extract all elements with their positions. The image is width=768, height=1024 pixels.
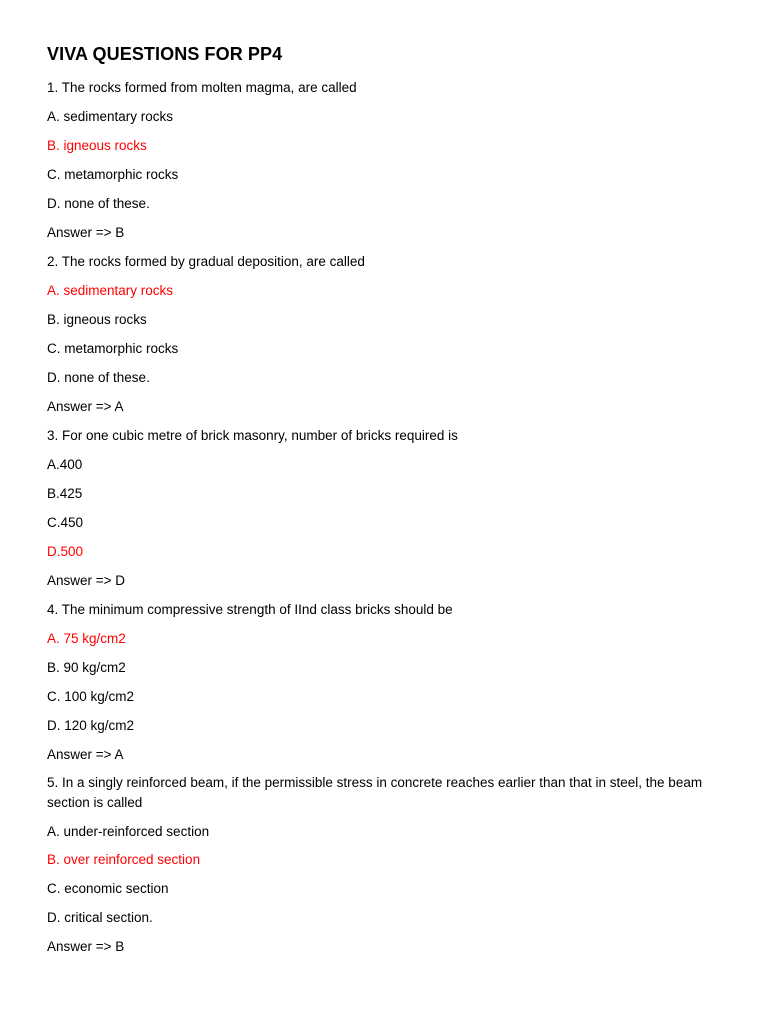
question-text: 5. In a singly reinforced beam, if the permissible stress in concrete reaches earlier than that in steel, the beam section is called xyxy=(47,775,703,810)
option-c: C. metamorphic rocks xyxy=(47,341,179,356)
option-b: B. 90 kg/cm2 xyxy=(47,660,126,675)
option-c: C.450 xyxy=(47,515,84,530)
option-a: A.400 xyxy=(47,457,83,472)
option-b-correct: B. over reinforced section xyxy=(47,852,201,867)
option-a: A. under-reinforced section xyxy=(47,824,210,839)
option-b-correct: B. igneous rocks xyxy=(47,138,147,153)
option-d: D. 120 kg/cm2 xyxy=(47,718,135,733)
answer-text: Answer => B xyxy=(47,939,125,954)
option-a: A. sedimentary rocks xyxy=(47,109,174,124)
option-b: B. igneous rocks xyxy=(47,312,147,327)
option-d: D. none of these. xyxy=(47,370,150,385)
option-a-correct: A. sedimentary rocks xyxy=(47,283,174,298)
option-d: D. none of these. xyxy=(47,196,150,211)
question-text: 2. The rocks formed by gradual deposition, are called xyxy=(47,254,365,269)
option-c: C. 100 kg/cm2 xyxy=(47,689,135,704)
question-text: 4. The minimum compressive strength of IInd class bricks should be xyxy=(47,602,453,617)
question-text: 3. For one cubic metre of brick masonry, number of bricks required is xyxy=(47,428,458,443)
option-d-correct: D.500 xyxy=(47,544,84,559)
answer-text: Answer => A xyxy=(47,399,124,414)
answer-text: Answer => B xyxy=(47,225,125,240)
answer-text: Answer => D xyxy=(47,573,126,588)
page-title: VIVA QUESTIONS FOR PP4 xyxy=(47,44,283,64)
question-text: 1. The rocks formed from molten magma, are called xyxy=(47,80,357,95)
option-a-correct: A. 75 kg/cm2 xyxy=(47,631,126,646)
option-c: C. metamorphic rocks xyxy=(47,167,179,182)
option-c: C. economic section xyxy=(47,881,169,896)
option-d: D. critical section. xyxy=(47,910,153,925)
option-b: B.425 xyxy=(47,486,83,501)
answer-text: Answer => A xyxy=(47,747,124,762)
